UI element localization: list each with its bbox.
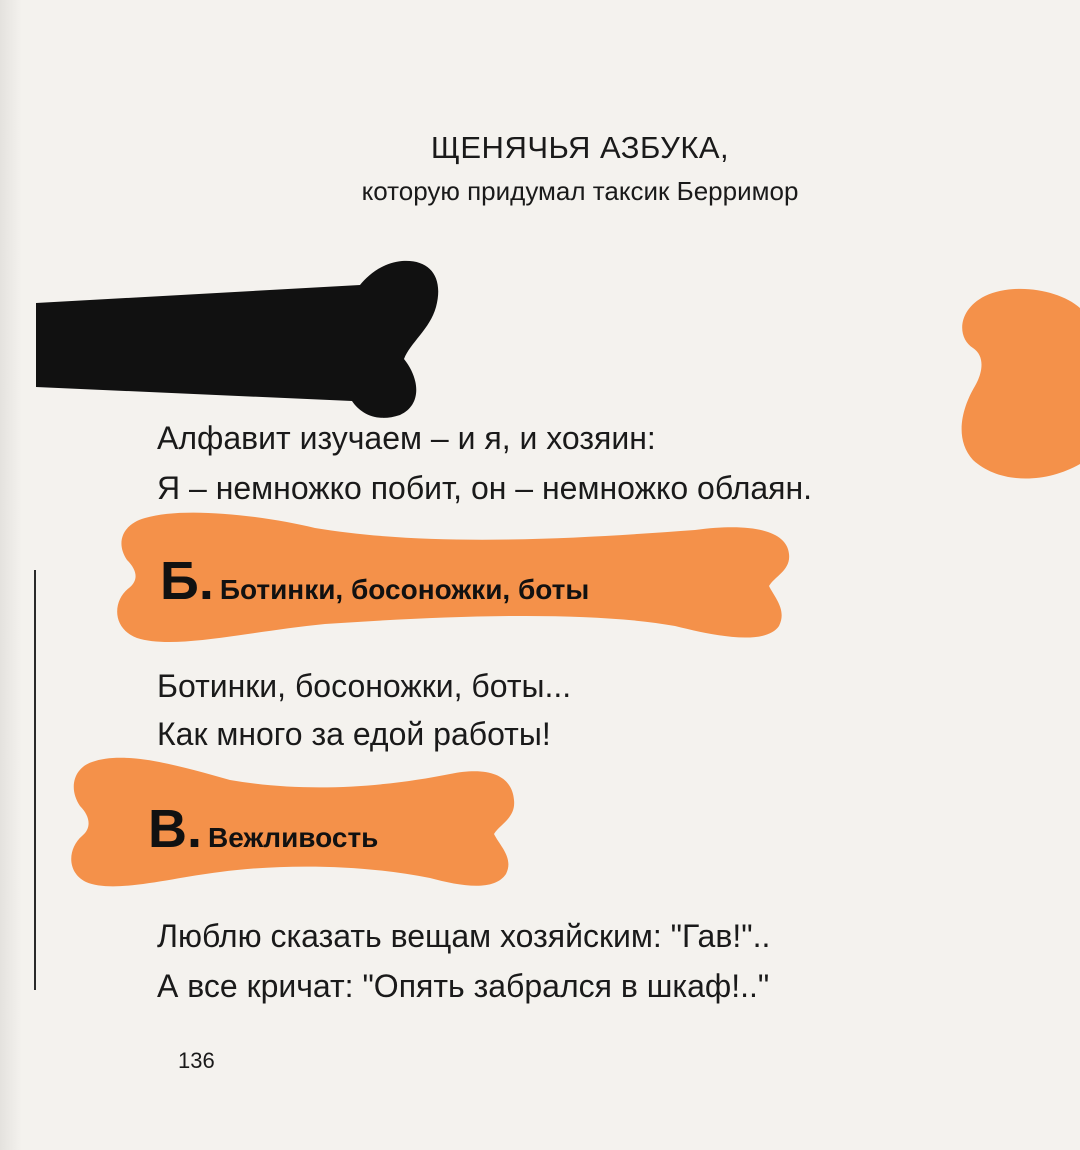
bone-b-dot: . (198, 551, 214, 611)
bone-v-letter: В (148, 799, 187, 859)
bone-v-dot: . (187, 799, 203, 859)
page-number: 136 (178, 1048, 215, 1073)
verse-b-line-2: Как много за едой работы! (157, 716, 551, 752)
page-gutter-shadow (0, 0, 22, 1150)
spine-line (34, 570, 36, 990)
verse-a-line-2: Я – немножко побит, он – немножко облаян. (157, 470, 813, 506)
bone-v-heading-text: Вежливость (208, 822, 379, 853)
bone-b-letter: Б (160, 551, 199, 611)
black-bone-illustration (0, 255, 450, 425)
bone-v-heading (148, 798, 378, 860)
verse-b-line-1: Ботинки, босоножки, боты... (157, 668, 572, 704)
bone-b-heading-text: Ботинки, босоножки, боты (219, 574, 590, 605)
orange-bone-edge-illustration (955, 288, 1080, 488)
verse-v-line-2: А все кричат: "Опять забрался в шкаф!.." (157, 968, 770, 1004)
verse-a-line-1: Алфавит изучаем – и я, и хозяин: (157, 420, 656, 456)
verse-v-line-1: Люблю сказать вещам хозяйским: "Гав!".. (157, 918, 771, 954)
bone-b-heading (160, 550, 589, 612)
page-title: ЩЕНЯЧЬЯ АЗБУКА, (430, 130, 730, 165)
page-subtitle: которую придумал таксик Берримор (361, 176, 799, 206)
